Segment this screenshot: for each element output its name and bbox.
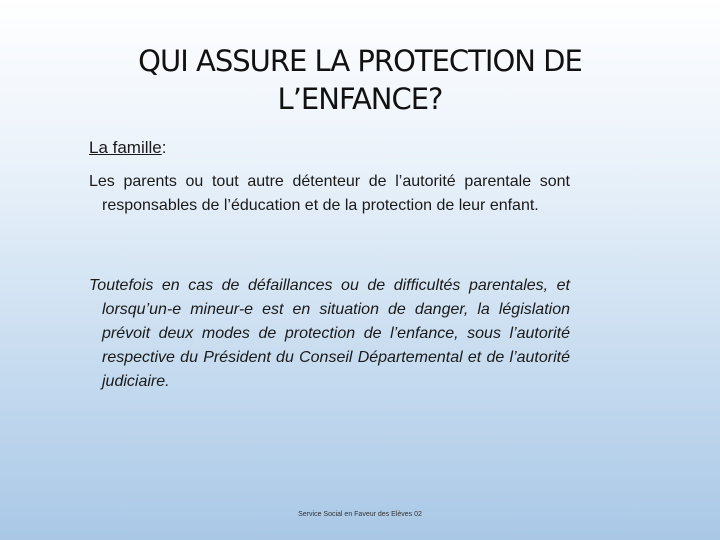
slide-title-line-2: L’ENFANCE? [277, 82, 443, 116]
section-heading-colon: : [161, 138, 167, 157]
slide-title [60, 42, 660, 118]
paragraph-parents: Les parents ou tout autre détenteur de l’autorité parentale sont responsables de l’éducation et de la protection de leur enfant. [89, 173, 570, 214]
section-heading-label: La famille [89, 138, 162, 157]
slide-footer: Service Social en Faveur des Elèves 02 [298, 511, 422, 518]
slide-title-line-1: QUI ASSURE LA PROTECTION DE [138, 44, 582, 78]
section-heading [89, 137, 167, 159]
paragraph-protection-modes: Toutefois en cas de défaillances ou de difficultés parentales, et lorsqu’un-e mineur-e est en situation de danger, la législation prévoit deux modes de protection de l’enfance, sous l’autorité respective du Président du Conseil Départemental et de l’autorité judiciaire. [89, 277, 570, 390]
